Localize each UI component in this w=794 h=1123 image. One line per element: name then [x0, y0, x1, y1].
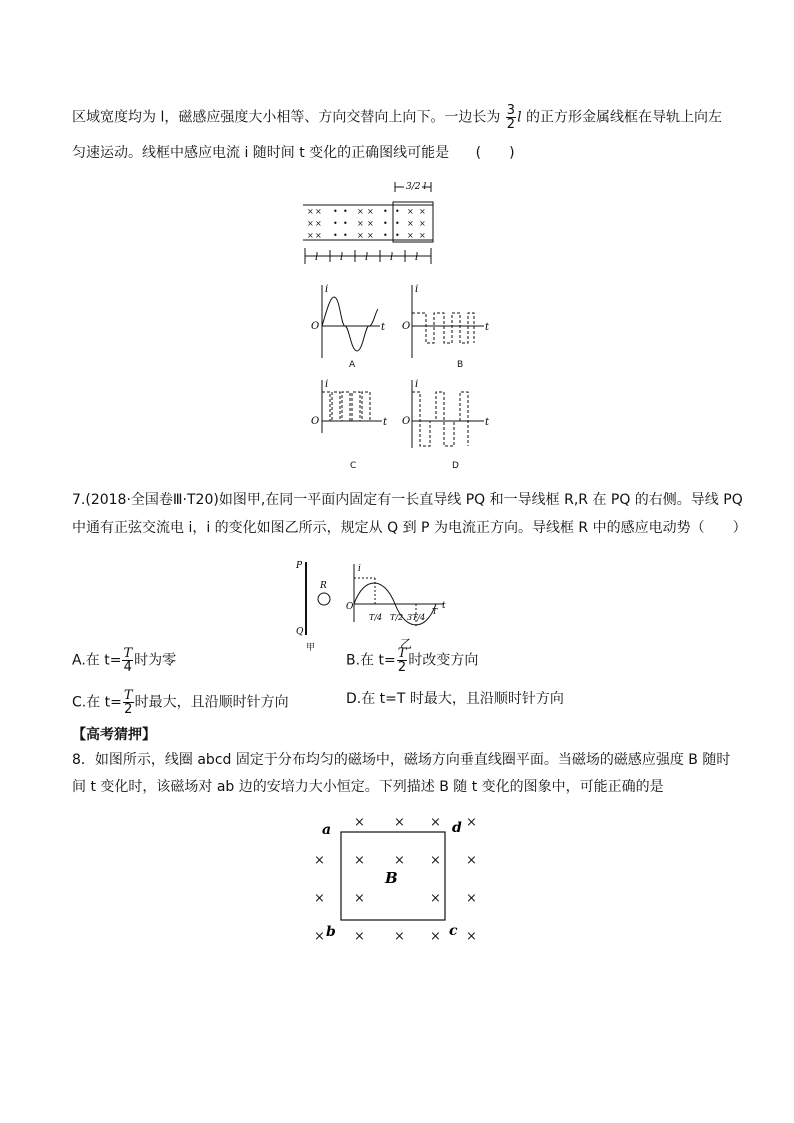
q6-line2 [72, 143, 515, 163]
q7-option-b-post: 时改变方向 [408, 652, 479, 669]
field-dot-icon: • [333, 219, 338, 228]
field-cross-icon: × [354, 853, 365, 868]
field-cross-icon: × [394, 815, 405, 830]
field-cross-icon: × [419, 231, 426, 240]
field-cross-icon: × [354, 815, 365, 830]
q7-option-a-post: 时为零 [134, 652, 177, 669]
field-dot-icon: • [343, 231, 348, 240]
field-cross-icon: × [430, 929, 441, 944]
field-cross-icon: × [419, 219, 426, 228]
q6-line1-end: 的正方形金属线框在导轨上向左 [526, 109, 723, 126]
field-dot-icon: • [343, 207, 348, 216]
q7-option-c-frac [123, 689, 134, 716]
q6-answer-paren: ( ) [475, 145, 515, 161]
q7-tick-t4: T/4 [369, 613, 383, 622]
q6-seg-label-4: l [390, 252, 394, 263]
field-dot-icon: • [343, 219, 348, 228]
q7-axis-i: i [358, 564, 361, 574]
q7-label-q: Q [296, 627, 304, 637]
field-cross-icon: × [394, 853, 405, 868]
field-cross-icon: × [407, 219, 414, 228]
q6-seg-label-3: l [365, 252, 369, 263]
q7-label-r: R [320, 581, 327, 591]
q7-option-c-den: 2 [124, 702, 133, 717]
field-cross-icon: × [430, 815, 441, 830]
field-cross-icon: × [354, 891, 365, 906]
field-cross-icon: × [357, 231, 364, 240]
field-cross-icon: × [466, 929, 477, 944]
q6-graph-d-origin: O [402, 416, 411, 427]
q6-graph-b-axis-i: i [415, 284, 419, 295]
field-cross-icon: × [357, 207, 364, 216]
q6-label-a: A [349, 360, 356, 370]
q6-graph-c-axis-i: i [325, 379, 329, 390]
q7-origin: O [346, 602, 354, 612]
field-cross-icon: × [314, 891, 325, 906]
q6-fraction [506, 104, 516, 131]
field-cross-icon: × [466, 853, 477, 868]
q7-option-b [346, 646, 479, 675]
q6-seg-label-2: l [340, 252, 344, 263]
field-cross-icon: × [314, 929, 325, 944]
field-cross-icon: × [315, 219, 322, 228]
q7-option-b-frac [397, 647, 408, 674]
q8-label-d: d [452, 820, 462, 836]
q8-line1: 8．如图所示，线圈 abcd 固定于分布均匀的磁场中，磁场方向垂直线圈平面。当磁场的磁感应强度 B 随时 [72, 752, 731, 768]
q6-graph-c-axis-t: t [383, 417, 388, 428]
q6-graph-b-axis-t: t [485, 322, 490, 333]
q7-option-b-pre: B.在 t= [346, 652, 396, 669]
q7-option-a-den: 4 [123, 660, 132, 675]
field-dot-icon: • [383, 219, 388, 228]
q6-graph-c [310, 378, 390, 448]
field-cross-icon: × [367, 231, 374, 240]
field-cross-icon: × [315, 231, 322, 240]
q6-line1 [72, 104, 722, 131]
field-dot-icon: • [333, 231, 338, 240]
q6-fraction-den: 2 [506, 117, 516, 132]
q8-coil-figure [306, 808, 486, 948]
q7-option-b-den: 2 [397, 660, 407, 675]
q7-option-d: D.在 t=T 时最大，且沿顺时针方向 [346, 691, 564, 707]
field-dot-icon: • [395, 231, 400, 240]
q7-line1: 7.(2018·全国卷Ⅲ·T20)如图甲,在同一平面内固定有一长直导线 PQ 和一导线框 R,R 在 PQ 的右侧。导线 PQ [72, 492, 743, 508]
q6-label-b: B [457, 360, 464, 370]
q6-graph-d-axis-i: i [415, 379, 419, 390]
field-dot-icon: • [395, 219, 400, 228]
q6-graph-c-origin: O [311, 416, 320, 427]
q6-graph-a-axis-t: t [381, 322, 386, 333]
field-cross-icon: × [307, 219, 314, 228]
q6-label-d: D [452, 461, 459, 471]
field-cross-icon: × [367, 219, 374, 228]
q6-line1-start: 区域宽度均为 l，磁感应强度大小相等、方向交替向上向下。一边长为 [72, 109, 501, 126]
q6-graph-b-origin: O [402, 321, 411, 332]
field-dot-icon: • [395, 207, 400, 216]
q7-label-jia: 甲 [306, 643, 316, 653]
q6-label-c: C [350, 461, 357, 471]
q6-graph-d-axis-t: t [485, 417, 490, 428]
q8-label-a: a [322, 822, 332, 838]
q7-option-a-frac [122, 647, 133, 674]
field-cross-icon: × [407, 231, 414, 240]
q7-axis-t: t [442, 601, 446, 611]
q7-option-a-pre: A.在 t= [72, 652, 122, 669]
q7-option-b-num: T [397, 646, 407, 661]
q7-line2: 中通有正弦交流电 i，i 的变化如图乙所示，规定从 Q 到 P 为电流正方向。导线框 R 中的感应电动势（ ） [72, 520, 747, 536]
q6-graph-a-axis-i: i [325, 284, 329, 295]
q6-graph-a-origin: O [311, 321, 320, 332]
field-cross-icon: × [419, 207, 426, 216]
field-cross-icon: × [314, 853, 325, 868]
q7-option-a-num: T [123, 646, 133, 661]
field-cross-icon: × [307, 207, 314, 216]
q7-figure-yi [344, 562, 454, 642]
field-cross-icon: × [307, 231, 314, 240]
q6-rail-figure [303, 178, 443, 268]
q6-top-label: 3/2 l [406, 182, 427, 192]
field-cross-icon: × [394, 929, 405, 944]
q8-label-b: b [326, 924, 336, 940]
field-dot-icon: • [383, 231, 388, 240]
q7-label-yi: 乙 [400, 637, 413, 651]
q7-tick-3t4: 3T/4 [407, 613, 426, 622]
field-dot-icon: • [333, 207, 338, 216]
field-cross-icon: × [430, 853, 441, 868]
field-cross-icon: × [357, 219, 364, 228]
q7-option-c-num: T [123, 688, 133, 703]
q7-option-c-post: 时最大，且沿顺时针方向 [134, 694, 289, 711]
q6-graph-b [402, 283, 492, 373]
field-cross-icon: × [367, 207, 374, 216]
q7-option-c-pre: C.在 t= [72, 694, 122, 711]
q6-graph-a [308, 283, 388, 373]
q6-graph-d [402, 378, 492, 458]
field-cross-icon: × [466, 815, 477, 830]
q6-seg-label-1: l [315, 252, 319, 263]
q7-label-p: P [296, 561, 303, 571]
field-dot-icon: • [383, 207, 388, 216]
q6-seg-label-5: l [415, 252, 419, 263]
q6-fraction-num: 3 [506, 103, 516, 118]
field-cross-icon: × [466, 891, 477, 906]
q7-option-c [72, 689, 289, 716]
q6-fraction-var: l [517, 109, 522, 126]
field-cross-icon: × [315, 207, 322, 216]
field-cross-icon: × [354, 929, 365, 944]
q7-option-a [72, 647, 176, 674]
q6-line2-text: 匀速运动。线框中感应电流 i 随时间 t 变化的正确图线可能是 [72, 145, 450, 161]
q8-label-c: c [449, 923, 458, 939]
field-cross-icon: × [430, 891, 441, 906]
q8-label-B: B [385, 869, 398, 887]
q8-line2: 间 t 变化时，该磁场对 ab 边的安培力大小恒定。下列描述 B 随 t 变化的图象中，可能正确的是 [72, 779, 664, 795]
section-title: 【高考猜押】 [72, 727, 156, 743]
field-cross-icon: × [407, 207, 414, 216]
q7-tick-t2: T/2 [390, 613, 404, 622]
q7-tick-t: T [432, 607, 438, 616]
